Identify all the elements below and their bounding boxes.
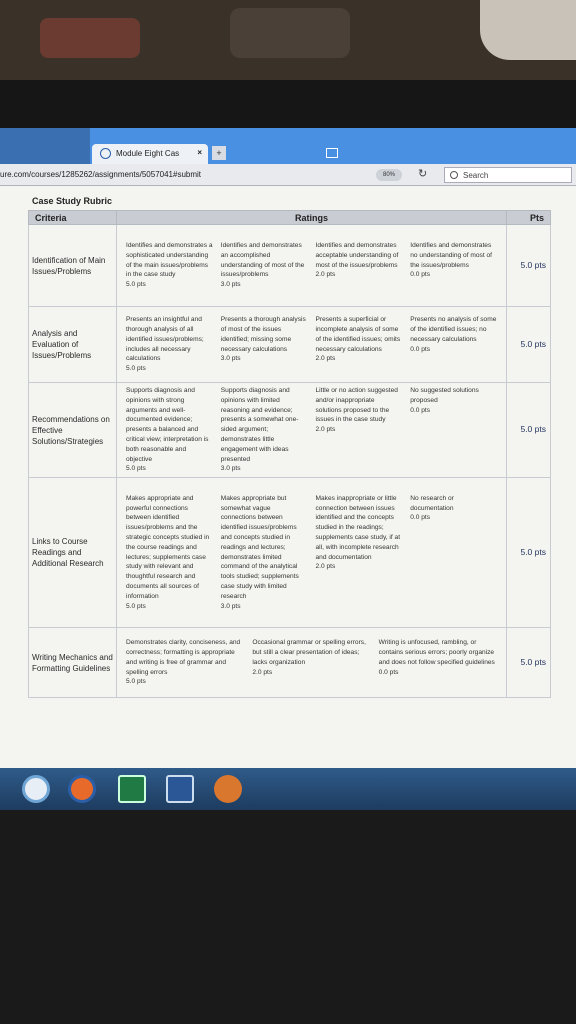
rating-description: Little or no action suggested and/or inappropriate solutions proposed to the issues in the case study xyxy=(315,387,398,424)
ratings-cell xyxy=(117,628,507,698)
page-content xyxy=(0,186,576,768)
rating-option[interactable] xyxy=(406,386,501,474)
taskbar xyxy=(0,768,576,810)
rating-option[interactable] xyxy=(217,386,312,474)
tab-title: Module Eight Cas xyxy=(116,149,180,158)
rating-option[interactable] xyxy=(312,386,407,474)
word-icon[interactable] xyxy=(166,775,194,803)
rating-points: 0.0 pts xyxy=(410,514,431,522)
background-object xyxy=(480,0,576,60)
tab-module-eight[interactable] xyxy=(92,144,208,164)
ratings-group xyxy=(122,241,501,290)
rating-points: 0.0 pts xyxy=(410,406,431,414)
rating-description: Presents no analysis of some of the identified issues; no necessary calculations xyxy=(410,316,497,343)
browser-window xyxy=(0,128,576,768)
rating-description: Supports diagnosis and opinions with limited reasoning and evidence; presents a somewhat one-sided argument; demonstrates little engagement with ideas presented xyxy=(220,387,299,463)
browser-icon[interactable] xyxy=(68,775,96,803)
rating-option[interactable] xyxy=(122,241,217,290)
rating-description: Makes appropriate but somewhat vague connections between identified issues/problems and concepts studied in readings and lectures; demonstrates limited command of the analytical tools studied; supplements case study with limited research xyxy=(220,494,299,600)
excel-icon[interactable] xyxy=(118,775,146,803)
rating-description: No research or documentation xyxy=(410,494,454,512)
rubric xyxy=(28,196,550,698)
rating-option[interactable] xyxy=(406,494,501,612)
criterion-points: 5.0 pts xyxy=(507,225,551,307)
rating-description: Identifies and demonstrates no understanding of most of the issues/problems xyxy=(410,242,492,269)
address-bar xyxy=(0,164,576,186)
rating-option[interactable] xyxy=(122,638,248,687)
rating-points: 3.0 pts xyxy=(220,281,241,289)
rating-description: Identifies and demonstrates a sophisticated understanding of the main issues/problems in the case study xyxy=(126,242,213,279)
background-object xyxy=(40,18,140,58)
rating-description: Identifies and demonstrates an accomplished understanding of most of the issues/problems xyxy=(220,242,305,279)
rating-points: 5.0 pts xyxy=(126,281,146,289)
rating-points: 2.0 pts xyxy=(315,355,336,363)
ratings-group xyxy=(122,386,501,474)
rating-option[interactable] xyxy=(217,241,312,290)
rubric-title: Case Study Rubric xyxy=(32,196,113,206)
maximize-icon[interactable] xyxy=(326,148,338,158)
monitor-bezel-top xyxy=(0,80,576,134)
search-input[interactable] xyxy=(444,167,572,183)
rubric-row xyxy=(29,628,551,698)
criterion-label: Links to Course Readings and Additional Research xyxy=(29,478,117,628)
close-icon[interactable]: × xyxy=(197,148,202,157)
search-placeholder: Search xyxy=(463,171,489,180)
criterion-label: Recommendations on Effective Solutions/Strategies xyxy=(29,383,117,478)
rating-option[interactable] xyxy=(248,638,374,687)
ratings-cell xyxy=(117,478,507,628)
criterion-points: 5.0 pts xyxy=(507,307,551,383)
rating-option[interactable] xyxy=(406,241,501,290)
rating-description: Supports diagnosis and opinions with strong arguments and well-documented evidence; presents a balanced and critical view; interpretation is both reasonable and objective xyxy=(126,387,209,463)
rating-description: Makes inappropriate or little connection between issues identified and the concepts studied in the readings; supplements case study, if at all, with incomplete research and documentation xyxy=(315,494,401,561)
rating-description: Demonstrates clarity, conciseness, and correctness; formatting is appropriate and writing is free of grammar and spelling errors xyxy=(126,639,241,676)
rating-option[interactable] xyxy=(217,315,312,374)
rating-points: 5.0 pts xyxy=(126,602,146,610)
rating-description: Makes appropriate and powerful connections between identified issues/problems and the strategic concepts studied in the course readings and lectures; supplements case study with relevant and thoughtful research and documents all sources of information xyxy=(126,494,210,600)
criteria-header: Criteria xyxy=(29,211,117,225)
rubric-table xyxy=(28,210,551,698)
rating-points: 2.0 pts xyxy=(315,563,336,571)
new-tab-button[interactable]: + xyxy=(212,146,226,160)
rubric-row xyxy=(29,225,551,307)
page-icon xyxy=(100,148,111,159)
rating-option[interactable] xyxy=(406,315,501,374)
rating-option[interactable] xyxy=(122,315,217,374)
background-object xyxy=(230,8,350,58)
rating-option[interactable] xyxy=(312,494,407,612)
criterion-points: 5.0 pts xyxy=(507,383,551,478)
criterion-label: Writing Mechanics and Formatting Guidelines xyxy=(29,628,117,698)
rating-description: Presents an insightful and thorough analysis of all identified issues/problems; includes all necessary calculations xyxy=(126,316,204,363)
rating-points: 2.0 pts xyxy=(315,426,336,434)
rating-option[interactable] xyxy=(312,241,407,290)
monitor-bezel-bottom xyxy=(0,810,576,1024)
ratings-header: Ratings xyxy=(117,211,507,225)
ratings-cell xyxy=(117,307,507,383)
rating-option[interactable] xyxy=(122,494,217,612)
rubric-row xyxy=(29,478,551,628)
rating-points: 3.0 pts xyxy=(220,355,241,363)
start-icon[interactable] xyxy=(22,775,50,803)
rating-option[interactable] xyxy=(122,386,217,474)
ratings-group xyxy=(122,494,501,612)
rating-description: Identifies and demonstrates acceptable understanding of most of the issues/problems xyxy=(315,242,399,269)
rubric-row xyxy=(29,383,551,478)
criterion-label: Analysis and Evaluation of Issues/Problems xyxy=(29,307,117,383)
ratings-cell xyxy=(117,225,507,307)
rating-points: 5.0 pts xyxy=(126,465,146,473)
app-icon[interactable] xyxy=(214,775,242,803)
zoom-badge[interactable]: 80% xyxy=(376,169,402,181)
rating-option[interactable] xyxy=(375,638,501,687)
ratings-cell xyxy=(117,383,507,478)
rating-points: 0.0 pts xyxy=(410,345,431,353)
rubric-row xyxy=(29,307,551,383)
rating-points: 0.0 pts xyxy=(378,668,399,676)
criterion-points: 5.0 pts xyxy=(507,628,551,698)
ratings-group xyxy=(122,638,501,687)
search-icon xyxy=(450,171,458,179)
rating-description: No suggested solutions proposed xyxy=(410,387,479,404)
rating-points: 2.0 pts xyxy=(315,271,336,279)
tab-strip xyxy=(0,128,90,164)
tab-bar xyxy=(0,128,576,164)
criterion-label: Identification of Main Issues/Problems xyxy=(29,225,117,307)
pts-header: Pts xyxy=(507,211,551,225)
rating-description: Writing is unfocused, rambling, or contains serious errors; poorly organize and does not follow specified guidelines xyxy=(378,639,495,666)
rating-option[interactable] xyxy=(312,315,407,374)
photo-background xyxy=(0,0,576,80)
ratings-group xyxy=(122,315,501,374)
rating-option[interactable] xyxy=(217,494,312,612)
rating-points: 3.0 pts xyxy=(220,602,241,610)
rating-points: 5.0 pts xyxy=(126,365,146,373)
rating-description: Presents a superficial or incomplete analysis of some of the identified issues; omits necessary calculations xyxy=(315,316,401,353)
reload-icon[interactable]: ↻ xyxy=(418,168,428,180)
rating-description: Presents a thorough analysis of most of the issues identified; missing some necessary calculations xyxy=(220,316,306,353)
rating-points: 3.0 pts xyxy=(220,465,241,473)
rating-points: 0.0 pts xyxy=(410,271,431,279)
criterion-points: 5.0 pts xyxy=(507,478,551,628)
rating-points: 2.0 pts xyxy=(252,668,273,676)
url-field[interactable]: ure.com/courses/1285262/assignments/5057041#submit xyxy=(0,170,202,179)
rating-description: Occasional grammar or spelling errors, but still a clear presentation of ideas; lacks organization xyxy=(252,639,366,666)
rating-points: 5.0 pts xyxy=(126,678,146,686)
